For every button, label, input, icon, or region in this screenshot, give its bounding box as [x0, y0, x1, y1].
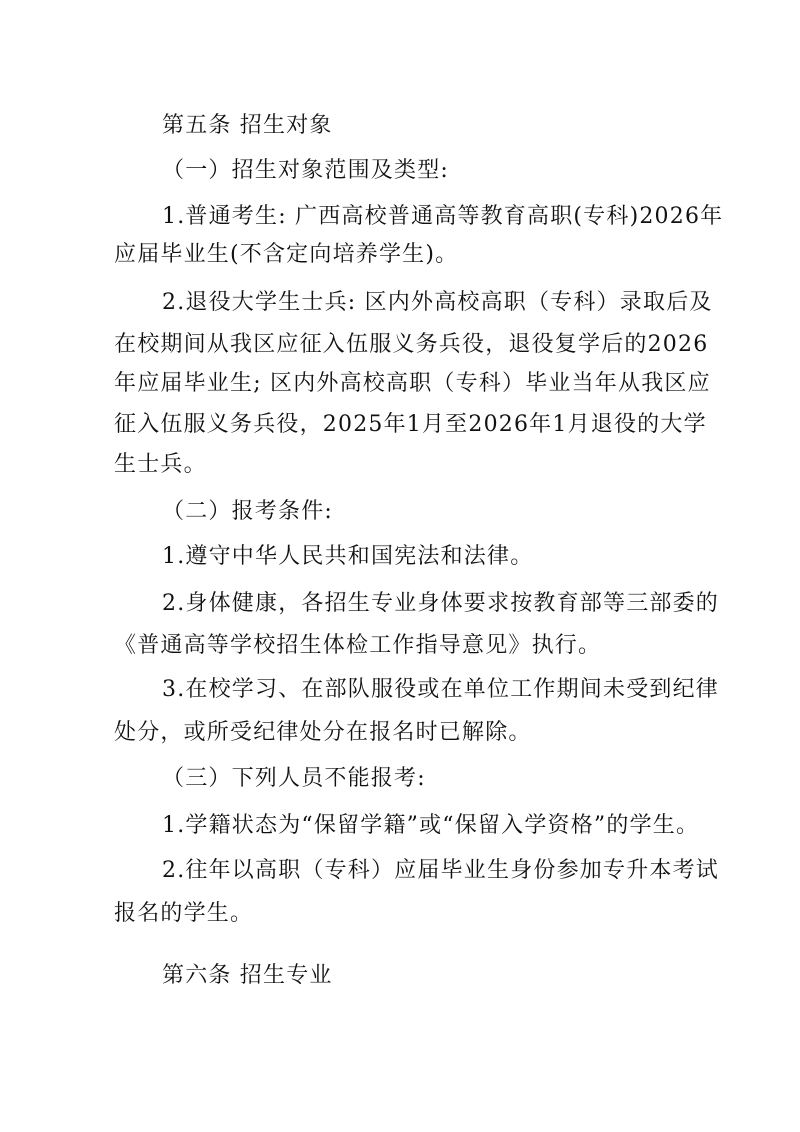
- paragraph-line: 年应届毕业生; 区内外高校高职（专科）毕业当年从我区应: [114, 371, 711, 396]
- paragraph-line: 征入伍服义务兵役，2025年1月至2026年1月退役的大学: [114, 412, 707, 437]
- paragraph-line: 1.普通考生: 广西高校普通高等教育高职(专科)2026年: [162, 204, 724, 229]
- article-6-title: 第六条 招生专业: [162, 963, 333, 988]
- section-2-title: （二）报考条件:: [162, 499, 334, 524]
- paragraph-line: 处分，或所受纪律处分在报名时已解除。: [114, 720, 532, 745]
- section-3-title: （三）下列人员不能报考:: [162, 766, 426, 791]
- paragraph-line: 1.学籍状态为“保留学籍”或“保留入学资格”的学生。: [162, 813, 700, 838]
- paragraph-line: 2.往年以高职（专科）应届毕业生身份参加专升本考试: [162, 858, 719, 883]
- article-5-title: 第五条 招生对象: [162, 113, 333, 138]
- paragraph-line: 3.在校学习、在部队服役或在单位工作期间未受到纪律: [162, 677, 719, 702]
- paragraph-line: 报名的学生。: [114, 901, 254, 926]
- paragraph-line: 生士兵。: [114, 452, 207, 477]
- paragraph-line: 1.遵守中华人民共和国宪法和法律。: [162, 544, 534, 569]
- paragraph-line: 2.退役大学生士兵: 区内外高校高职（专科）录取后及: [162, 290, 713, 315]
- paragraph-line: 《普通高等学校招生体检工作指导意见》执行。: [114, 633, 602, 658]
- paragraph-line: 在校期间从我区应征入伍服义务兵役，退役复学后的2026: [114, 332, 709, 357]
- paragraph-line: 2.身体健康，各招生专业身体要求按教育部等三部委的: [162, 591, 719, 616]
- section-1-title: （一）招生对象范围及类型:: [162, 158, 450, 183]
- paragraph-line: 应届毕业生(不含定向培养学生)。: [114, 242, 459, 267]
